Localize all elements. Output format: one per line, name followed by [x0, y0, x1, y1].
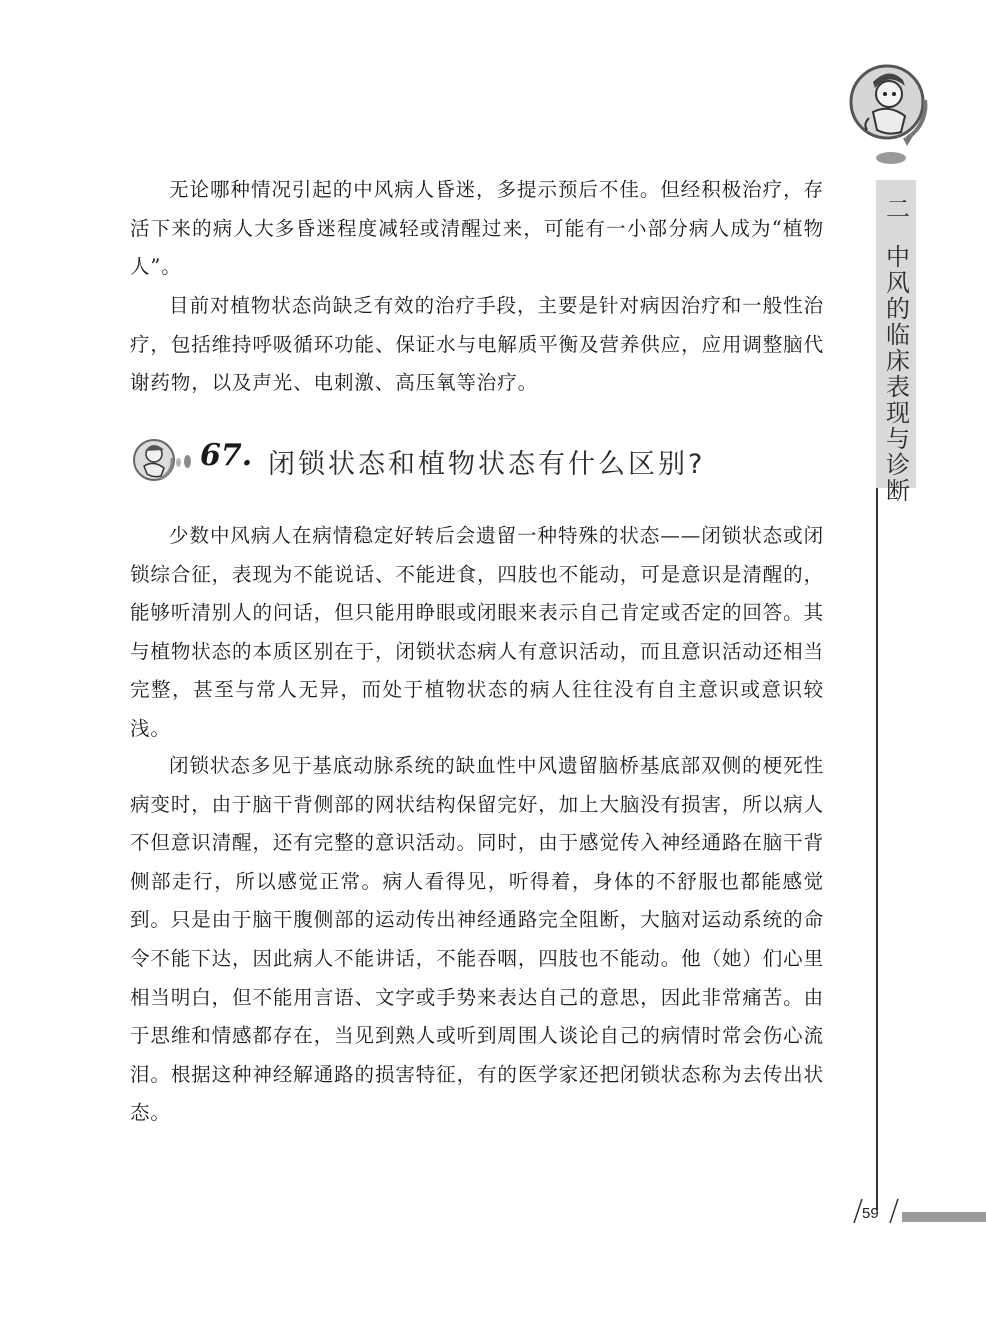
paragraph-1: 无论哪种情况引起的中风病人昏迷，多提示预后不佳。但经积极治疗，存活下来的病人大多昏迷程度减轻或清醒过来，可能有一小部分病人成为“植物人”。: [130, 178, 824, 279]
heading-dot-small: [176, 458, 181, 467]
chapter-label: [876, 196, 916, 504]
decorative-oval: [876, 152, 906, 164]
paragraph-3: 少数中风病人在病情稳定好转后会遗留一种特殊的状态——闭锁状态或闭锁综合征，表现为不能说话、不能进食，四肢也不能动，可是意识是清醒的，能够听清别人的问话，但只能用睁眼或闭眼来表示自己肯定或否定的回答。其与植物状态的本质区别在于，闭锁状态病人有意识活动，而且意识活动还相当完整，甚至与常人无异，而处于植物状态的病人往往没有自主意识或意识较浅。: [130, 524, 824, 740]
page-number-bar: [902, 1212, 986, 1222]
section-number: 67.: [200, 438, 253, 473]
section-heading: [130, 432, 830, 492]
chapter-title: 中风的临床表现与诊断: [881, 244, 910, 504]
section-title: 闭锁状态和植物状态有什么区别?: [268, 449, 706, 480]
paragraph-4: 闭锁状态多见于基底动脉系统的缺血性中风遗留脑桥基底部双侧的梗死性病变时，由于脑干背侧部的网状结构保留完好，加上大脑没有损害，所以病人不但意识清醒，还有完整的意识活动。同时，由于感觉传入神经通路在脑干背侧部走行，所以感觉正常。病人看得见，听得着，身体的不舒服也都能感觉到。只是由于脑干腹侧部的运动传出神经通路完全阻断，大脑对运动系统的命令不能下达，因此病人不能讲话，不能吞咽，四肢也不能动。他（她）们心里相当明白，但不能用言语、文字或手势来表达自己的意思，因此非常痛苦。由于思维和情感都存在，当见到熟人或听到周围人谈论自己的病情时常会伤心流泪。根据这种神经解通路的损害特征，有的医学家还把闭锁状态称为去传出状态。: [130, 754, 824, 1125]
doctor-mascot-icon: [845, 60, 945, 160]
page-number: 59: [862, 1205, 879, 1222]
heading-dot: [184, 455, 191, 468]
page-number-slash-right: [888, 1198, 900, 1224]
chapter-number: 二: [881, 196, 910, 222]
paragraph-2: 目前对植物状态尚缺乏有效的治疗手段，主要是针对病因治疗和一般性治疗，包括维持呼吸循环功能、保证水与电解质平衡及营养供应，应用调整脑代谢药物，以及声光、电刺激、高压氧等治疗。: [130, 294, 824, 395]
section-badge-icon: [130, 432, 182, 488]
